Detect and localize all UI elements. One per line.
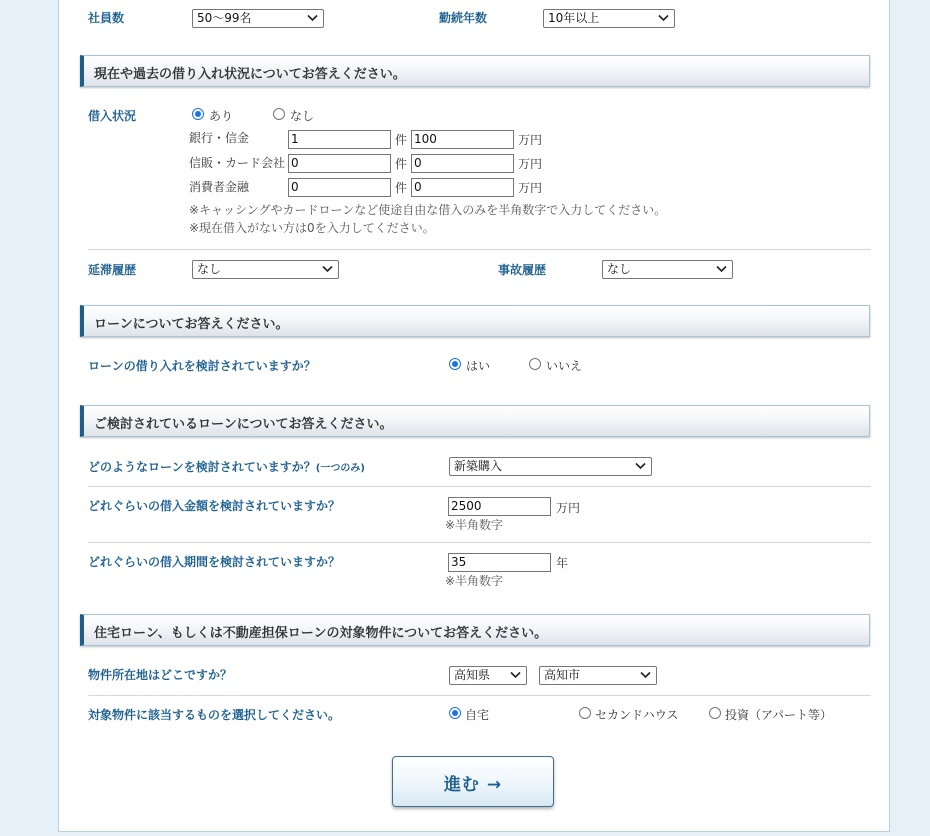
loan-type-question [88,458,365,475]
property-type-investment-label: 投資（アパート等） [725,708,833,722]
borrowing-section-header [80,55,870,87]
property-type-second-house-label: セカンドハウス [595,708,679,722]
loan-amount-unit: 万円 [556,501,581,515]
next-button[interactable] [392,756,554,807]
chevron-down-icon [510,671,521,679]
loan-section-header [80,305,870,337]
prefecture-select[interactable] [449,666,527,685]
property-type-home-label: 自宅 [465,708,490,722]
next-button-text: 進む [443,775,480,795]
borrowing-status-label: 借入状況 [88,109,137,123]
loan-yes-label: はい [466,359,491,373]
borrowing-no-label: なし [290,109,315,123]
form-panel [58,0,890,832]
property-type-second-house-radio[interactable] [579,707,591,719]
loan-amount-input[interactable]: 2500 [448,497,551,516]
employees-select[interactable] [192,9,324,28]
card-company-count-input[interactable]: 0 [288,154,391,173]
employees-label: 社員数 [88,11,125,25]
property-location-question: 物件所在地はどこですか？ [88,668,233,682]
bank-count-input[interactable]: 1 [288,130,391,149]
loan-type-question-note: (一つのみ) [315,463,365,474]
loan-no-label: いいえ [546,359,583,373]
property-section-header [80,614,870,646]
loan-period-input[interactable]: 35 [448,553,551,572]
prefecture-select-value: 高知県 [454,668,491,682]
borrowing-note-2: ※現在借入がない方は0を入力してください。 [189,221,435,235]
loan-detail-section-title: ご検討されているローンについてお答えください。 [94,417,393,432]
property-section-title: 住宅ローン、もしくは不動産担保ローンの対象物件についてお答えください。 [94,626,548,641]
loan-amount-note: ※半角数字 [445,518,504,532]
loan-yes-radio[interactable] [449,358,461,370]
loan-section-title: ローンについてお答えください。 [94,317,289,332]
card-company-label: 信販・カード会社 [189,156,286,170]
loan-amount-question: どれぐらいの借入金額を検討されていますか？ [88,499,341,513]
card-company-amount-unit: 万円 [518,157,543,171]
borrowing-yes-label: あり [209,109,234,123]
borrowing-section-title: 現在や過去の借り入れ状況についてお答えください。 [94,67,406,82]
chevron-down-icon [640,671,651,679]
consumer-finance-count-unit: 件 [395,181,408,195]
tenure-label: 勤続年数 [439,11,488,25]
tenure-select[interactable] [543,9,675,28]
loan-type-select-value: 新築購入 [454,459,503,473]
loan-period-unit: 年 [556,556,569,570]
chevron-down-icon [322,265,333,273]
divider [88,249,871,250]
delinquency-label: 延滞履歴 [88,263,137,277]
delinquency-select-value: なし [197,262,222,276]
chevron-down-icon [635,462,646,470]
bank-label: 銀行・信金 [189,131,250,145]
chevron-down-icon [307,14,318,22]
loan-detail-section-header [80,405,870,437]
city-select-value: 高知市 [544,668,581,682]
consumer-finance-count-input[interactable]: 0 [288,178,391,197]
property-type-home-radio[interactable] [449,707,461,719]
accident-select-value: なし [607,262,632,276]
chevron-down-icon [716,265,727,273]
loan-no-radio[interactable] [529,358,541,370]
property-type-question: 対象物件に該当するものを選択してください。 [88,708,341,722]
bank-count-unit: 件 [395,133,408,147]
loan-question-label: ローンの借り入れを検討されていますか？ [88,359,316,373]
next-button-label [393,770,553,795]
accident-label: 事故履歴 [498,263,547,277]
divider [88,486,871,487]
loan-type-question-text: どのようなローンを検討されていますか？ [88,460,316,474]
divider [88,542,871,543]
consumer-finance-label: 消費者金融 [189,180,250,194]
loan-type-select[interactable] [449,457,652,476]
accident-select[interactable] [602,260,733,279]
delinquency-select[interactable] [192,260,339,279]
borrowing-no-radio[interactable] [273,108,285,120]
card-company-count-unit: 件 [395,157,408,171]
bank-amount-input[interactable]: 100 [411,130,514,149]
loan-period-note: ※半角数字 [445,574,504,588]
bank-amount-unit: 万円 [518,133,543,147]
property-type-investment-radio[interactable] [709,707,721,719]
consumer-finance-amount-unit: 万円 [518,181,543,195]
loan-period-question: どれぐらいの借入期間を検討されていますか？ [88,555,341,569]
divider [88,695,871,696]
borrowing-yes-radio[interactable] [192,108,204,120]
arrow-right-icon: → [486,775,503,795]
tenure-select-value: 10年以上 [548,11,600,25]
chevron-down-icon [658,14,669,22]
consumer-finance-amount-input[interactable]: 0 [411,178,514,197]
city-select[interactable] [539,666,657,685]
borrowing-note-1: ※キャッシングやカードローンなど使途自由な借入のみを半角数字で入力してください。 [189,203,667,217]
card-company-amount-input[interactable]: 0 [411,154,514,173]
employees-select-value: 50～99名 [197,11,252,25]
